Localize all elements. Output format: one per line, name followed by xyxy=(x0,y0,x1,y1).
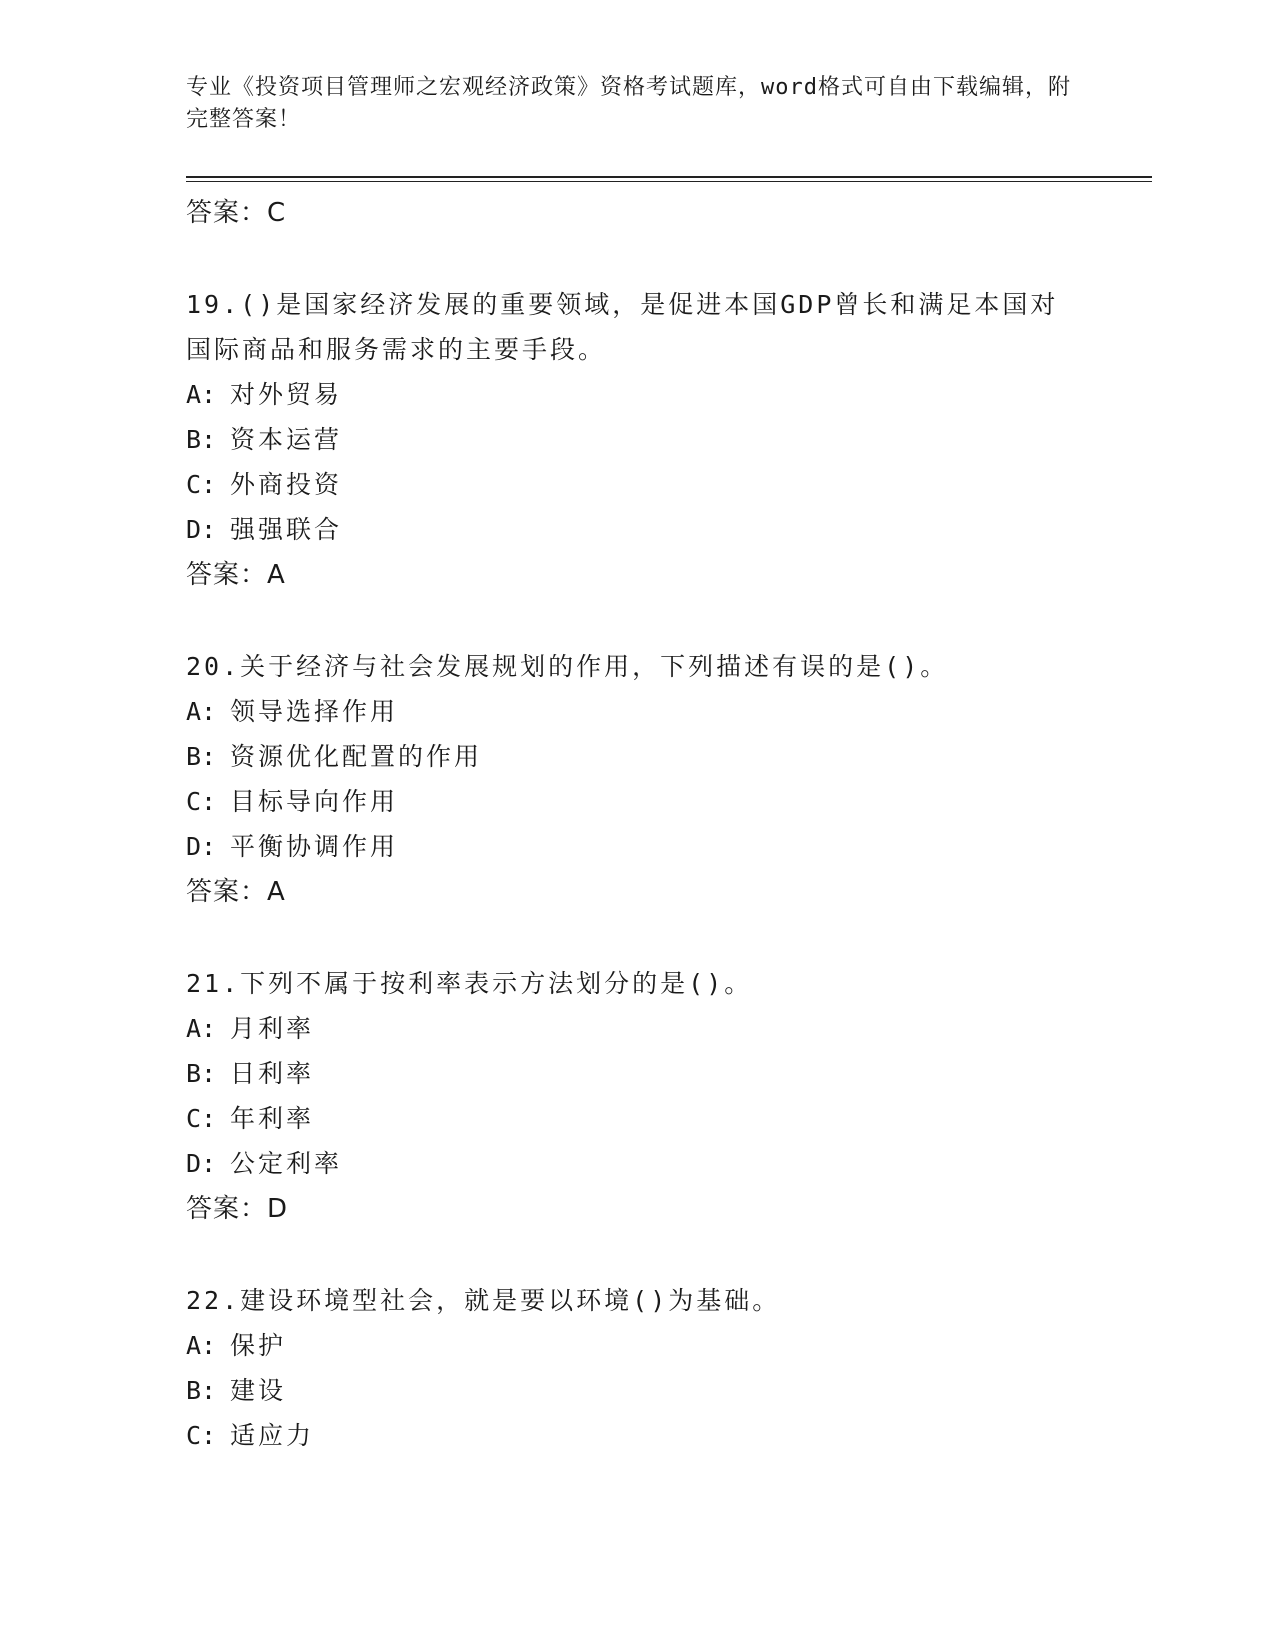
option-text: 日利率 xyxy=(230,1059,315,1088)
option-text: 适应力 xyxy=(230,1421,315,1450)
option-text: 外商投资 xyxy=(230,470,343,499)
option-text: 月利率 xyxy=(230,1014,315,1043)
option-letter: B: xyxy=(186,1059,217,1088)
option-letter: C: xyxy=(186,470,217,499)
option-a xyxy=(186,1323,1086,1368)
option-letter: D: xyxy=(186,832,217,861)
option-letter: B: xyxy=(186,742,217,771)
option-letter: D: xyxy=(186,515,217,544)
option-text: 平衡协调作用 xyxy=(230,832,399,861)
option-letter: B: xyxy=(186,1376,217,1405)
question-list xyxy=(186,190,1086,1458)
option-letter: A: xyxy=(186,697,217,726)
option-a xyxy=(186,1006,1086,1051)
question-text: 20.关于经济与社会发展规划的作用，下列描述有误的是()。 xyxy=(186,652,949,681)
answer-line: 答案：D xyxy=(186,1194,289,1224)
option-text: 对外贸易 xyxy=(230,380,343,409)
option-d xyxy=(186,824,1086,869)
option-b xyxy=(186,1051,1086,1096)
option-a xyxy=(186,689,1086,734)
question-text: 22.建设环境型社会，就是要以环境()为基础。 xyxy=(186,1286,781,1315)
option-c xyxy=(186,779,1086,824)
question-21 xyxy=(186,961,1086,1232)
option-letter: A: xyxy=(186,1331,217,1360)
option-c xyxy=(186,1413,1086,1458)
header-text: 专业《投资项目管理师之宏观经济政策》资格考试题库，word格式可自由下载编辑，附完整答案！ xyxy=(186,75,1071,132)
option-a xyxy=(186,372,1086,417)
option-letter: C: xyxy=(186,1104,217,1133)
option-b xyxy=(186,734,1086,779)
option-b xyxy=(186,1368,1086,1413)
header-rule-thin xyxy=(186,181,1152,182)
option-d xyxy=(186,1141,1086,1186)
option-text: 领导选择作用 xyxy=(230,697,399,726)
option-letter: A: xyxy=(186,380,217,409)
answer-line: 答案：A xyxy=(186,560,286,590)
answer-line: 答案：C xyxy=(186,198,287,228)
option-text: 年利率 xyxy=(230,1104,315,1133)
option-letter: A: xyxy=(186,1014,217,1043)
question-text: 21.下列不属于按利率表示方法划分的是()。 xyxy=(186,969,753,998)
option-text: 资源优化配置的作用 xyxy=(230,742,483,771)
option-text: 建设 xyxy=(230,1376,287,1405)
option-b xyxy=(186,417,1086,462)
document-header xyxy=(186,72,1076,136)
header-rule-thick xyxy=(186,176,1152,178)
option-c xyxy=(186,1096,1086,1141)
question-text: 19.()是国家经济发展的重要领域，是促进本国GDP曾长和满足本国对国际商品和服务需求的主要手段。 xyxy=(186,290,1059,364)
option-letter: B: xyxy=(186,425,217,454)
question-20 xyxy=(186,644,1086,915)
option-text: 公定利率 xyxy=(230,1149,343,1178)
option-c xyxy=(186,462,1086,507)
option-text: 目标导向作用 xyxy=(230,787,399,816)
option-letter: D: xyxy=(186,1149,217,1178)
question-22 xyxy=(186,1278,1086,1458)
option-text: 保护 xyxy=(230,1331,287,1360)
option-text: 资本运营 xyxy=(230,425,343,454)
option-text: 强强联合 xyxy=(230,515,343,544)
answer-line: 答案：A xyxy=(186,877,286,907)
question-19 xyxy=(186,282,1086,598)
option-letter: C: xyxy=(186,787,217,816)
option-d xyxy=(186,507,1086,552)
option-letter: C: xyxy=(186,1421,217,1450)
